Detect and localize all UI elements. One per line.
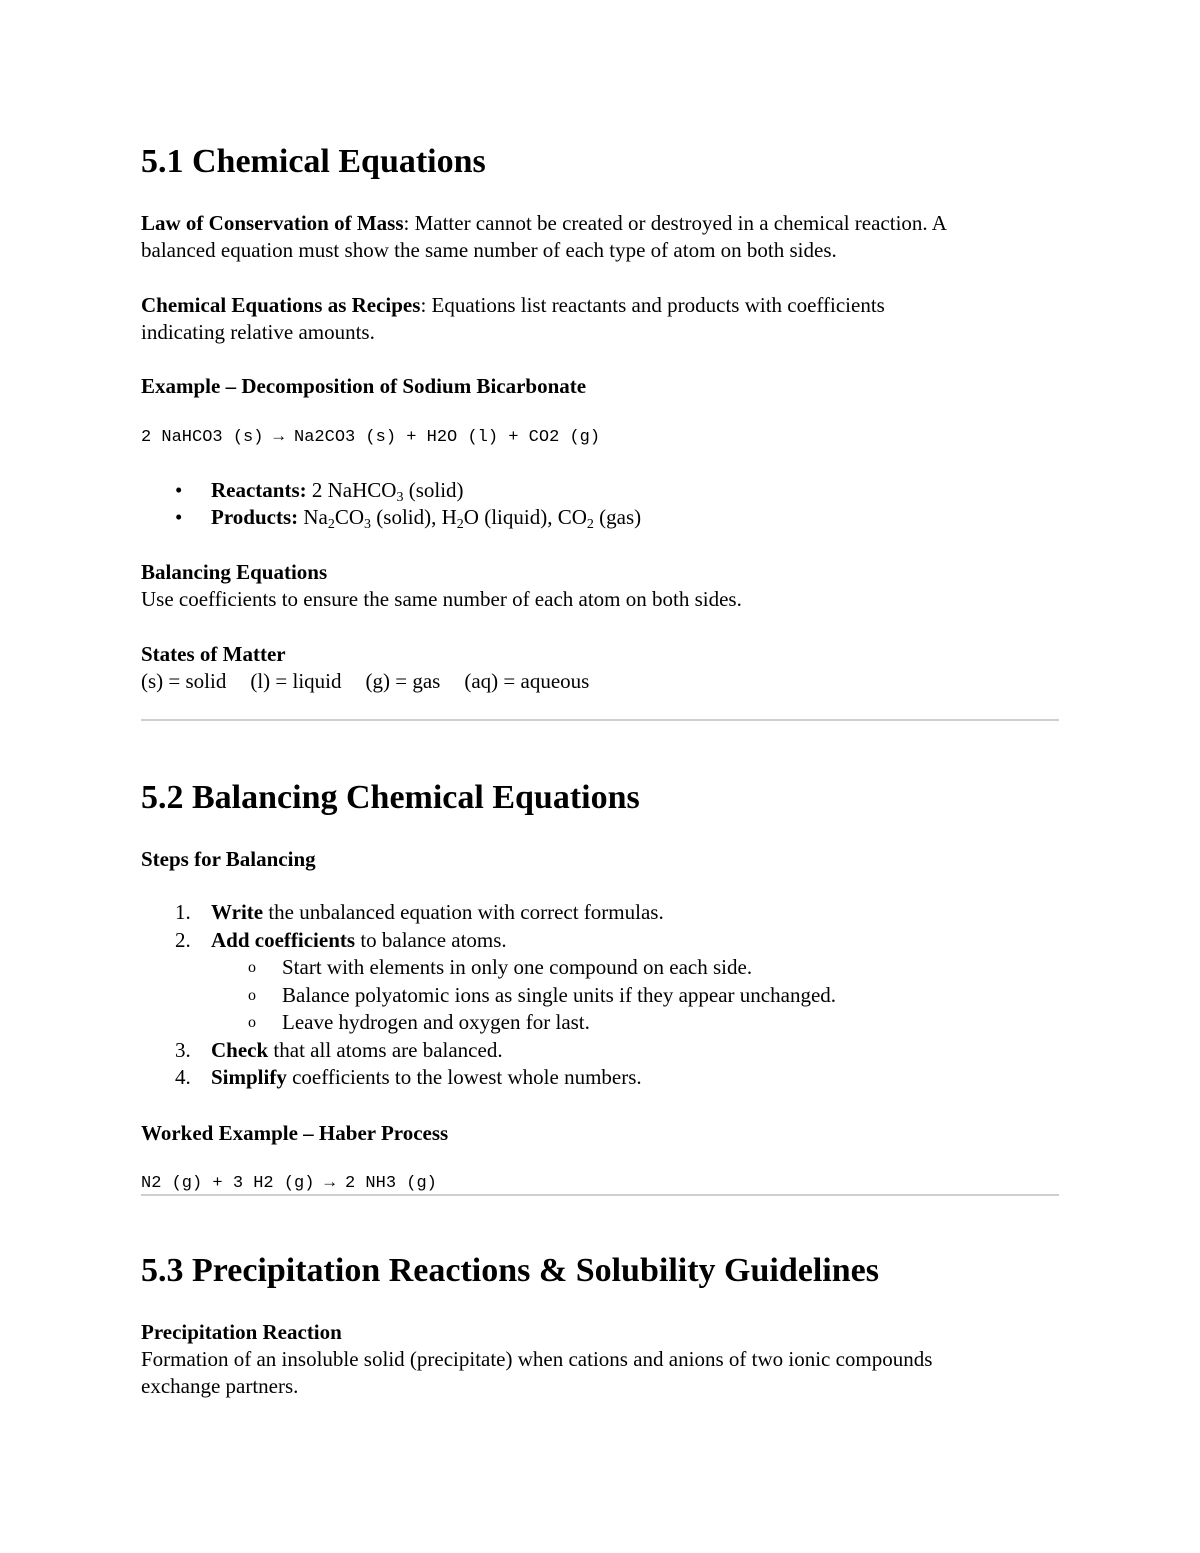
step-text: to balance atoms. xyxy=(355,927,507,952)
step-number: 1. xyxy=(175,900,191,924)
recipes-paragraph xyxy=(141,292,1059,346)
circle-bullet-icon: o xyxy=(248,959,256,976)
products-label: Products: xyxy=(211,505,299,529)
reactants-subscript: 3 xyxy=(396,490,404,505)
section-divider xyxy=(141,719,1059,721)
law-text-line-2: balanced equation must show the same number of each type of atom on both sides. xyxy=(141,238,837,262)
list-item-products xyxy=(141,504,1059,531)
section-divider xyxy=(141,1194,1059,1196)
substep-text: Balance polyatomic ions as single units if they appear unchanged. xyxy=(282,982,837,1007)
reactants-label: Reactants: xyxy=(211,478,307,502)
steps-heading xyxy=(141,846,1059,873)
example-heading xyxy=(141,373,1059,400)
decomposition-equation: 2 NaHCO3 (s) → Na2CO3 (s) + H2O (l) + CO2 (g) xyxy=(141,428,601,447)
reactants-state: (solid) xyxy=(408,478,464,502)
list-item-substep xyxy=(141,1009,1059,1037)
balancing-heading: Balancing Equations xyxy=(141,560,328,584)
products-part-c: (solid), H xyxy=(376,505,457,529)
list-item-reactants xyxy=(141,477,1059,504)
products-part-e: (gas) xyxy=(599,505,642,529)
list-item-substep xyxy=(141,982,1059,1010)
step-keyword: Check xyxy=(211,1037,269,1062)
recipes-text-line-1: : Equations list reactants and products with coefficients xyxy=(420,293,885,317)
recipes-label: Chemical Equations as Recipes xyxy=(141,293,421,317)
list-item-step-1 xyxy=(141,899,1059,927)
list-item-step-4 xyxy=(141,1064,1059,1092)
bullet-icon: • xyxy=(175,505,183,529)
worked-example-heading xyxy=(141,1120,1059,1147)
balancing-steps-list xyxy=(141,899,1059,1092)
products-sub-d: 2 xyxy=(586,517,594,532)
step-keyword: Write xyxy=(211,900,264,924)
states-heading: States of Matter xyxy=(141,642,286,666)
state-aqueous: (aq) = aqueous xyxy=(464,669,590,693)
step-text: the unbalanced equation with correct formulas. xyxy=(263,900,664,924)
circle-bullet-icon: o xyxy=(248,1014,256,1031)
step-number: 4. xyxy=(175,1065,191,1089)
law-of-conservation-paragraph xyxy=(141,210,1059,264)
steps-heading-text: Steps for Balancing xyxy=(141,847,316,871)
products-part-d: O (liquid), CO xyxy=(463,505,587,529)
states-of-matter-paragraph xyxy=(141,641,1059,695)
step-keyword: Simplify xyxy=(211,1065,287,1089)
substep-text: Start with elements in only one compound on each side. xyxy=(282,955,753,979)
balancing-paragraph xyxy=(141,559,1059,613)
reactants-formula: 2 NaHCO xyxy=(311,478,397,502)
list-item-substep xyxy=(141,954,1059,982)
law-label: Law of Conservation of Mass xyxy=(141,211,404,235)
recipes-text-line-2: indicating relative amounts. xyxy=(141,320,375,344)
section-title-5-1: 5.1 Chemical Equations xyxy=(141,143,486,180)
section-title-5-2: 5.2 Balancing Chemical Equations xyxy=(141,779,640,816)
example-heading-text: Example – Decomposition of Sodium Bicarbonate xyxy=(141,374,587,398)
substep-text: Leave hydrogen and oxygen for last. xyxy=(282,1010,590,1034)
products-part-b: CO xyxy=(334,505,365,529)
step-keyword: Add coefficients xyxy=(211,927,356,952)
precipitation-text-line-2: exchange partners. xyxy=(141,1374,299,1398)
circle-bullet-icon: o xyxy=(248,986,256,1004)
state-liquid: (l) = liquid xyxy=(250,669,342,693)
state-solid: (s) = solid xyxy=(141,669,227,693)
haber-equation: N2 (g) + 3 H2 (g) → 2 NH3 (g) xyxy=(141,1174,437,1193)
list-item-step-3 xyxy=(141,1037,1059,1065)
precipitation-text-line-1: Formation of an insoluble solid (precipitate) when cations and anions of two ionic compounds xyxy=(141,1347,933,1371)
reactants-products-list xyxy=(141,477,1059,531)
list-item-step-2 xyxy=(141,927,1059,1037)
section-title-5-3: 5.3 Precipitation Reactions & Solubility Guidelines xyxy=(141,1252,879,1289)
products-part-a: Na xyxy=(303,505,328,529)
state-gas: (g) = gas xyxy=(365,669,441,693)
step-text: coefficients to the lowest whole numbers. xyxy=(286,1065,642,1089)
worked-example-heading-text: Worked Example – Haber Process xyxy=(141,1121,449,1145)
law-text-line-1: : Matter cannot be created or destroyed in a chemical reaction. A xyxy=(403,211,947,235)
step-text: that all atoms are balanced. xyxy=(268,1037,503,1062)
bullet-icon: • xyxy=(175,478,183,502)
balancing-text: Use coefficients to ensure the same number of each atom on both sides. xyxy=(141,587,742,611)
step-number: 3. xyxy=(175,1037,191,1062)
substeps-list xyxy=(141,954,1059,1037)
products-sub-a: 2 xyxy=(327,517,335,532)
precipitation-paragraph xyxy=(141,1319,1059,1400)
precipitation-heading: Precipitation Reaction xyxy=(141,1320,342,1344)
products-sub-c: 2 xyxy=(456,517,464,532)
step-number: 2. xyxy=(175,927,191,952)
products-sub-b: 3 xyxy=(364,517,372,532)
